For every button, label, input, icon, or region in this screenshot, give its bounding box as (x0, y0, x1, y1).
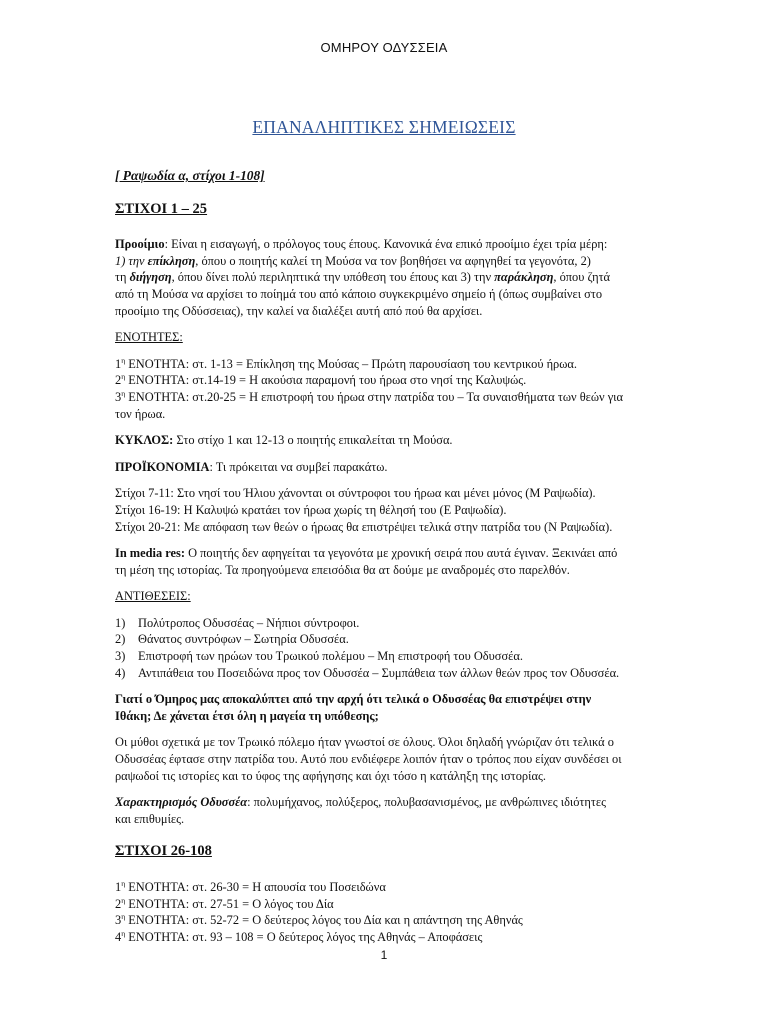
list-item: $2^\eta$ ΕΝΟΤΗΤΑ: στ.14-19 = Η ακούσια παραμονή του ήρωα στο νησί της Καλυψώς. (115, 372, 527, 388)
answer-paragraph: Οι μύθοι σχετικά με τον Τρωικό πόλεμο ήταν γνωστοί σε όλους. Όλοι δηλαδή γνώριζαν ότι τελικά ο Οδυσσέας έφτασε στην πατρίδα του. Αυτό που ενδιέφερε λοιπόν ήταν ο τρόπος που είχαν συνδέσει οι ραψωδοί τις ιστορίες και το ύφος της αφήγησης και όχι τόσο η κατάληξη της ιστορίας. (115, 735, 622, 783)
list-item: 4) Αντιπάθεια του Ποσειδώνα προς τον Οδυσσέα – Συμπάθεια των άλλων θεών προς τον Οδυσσέα. (115, 665, 620, 680)
list-item: $3^\eta$ ΕΝΟΤΗΤΑ: στ. 52-72 = Ο δεύτερος λόγος του Δία και η απάντηση της Αθηνάς (115, 912, 523, 928)
list-item-continuation: τον ήρωα. (115, 406, 166, 421)
list-item: 1) Πολύτροπος Οδυσσέας – Νήπιοι σύντροφοι. (115, 615, 360, 630)
in-media-res-paragraph: In media res: Ο ποιητής δεν αφηγείται τα γεγονότα με χρονική σειρά που αυτά έγιναν. Ξεκινάει από τη μέση της ιστορίας. Τα προηγούμενα επεισόδια θα ατ δούμε με αναδρομές στο παρελθόν. (115, 546, 618, 577)
document-body (115, 168, 655, 945)
section-heading-2: ΣΤΙΧΟΙ 26-108 (115, 843, 212, 860)
document-title: ΕΠΑΝΑΛΗΠΤΙΚΕΣ ΣΗΜΕΙΩΣΕΙΣ (252, 117, 516, 137)
antitheseis-list (115, 615, 655, 681)
list-item: $1^\eta$ ΕΝΟΤΗΤΑ: στ. 26-30 = Η απουσία του Ποσειδώνα (115, 878, 386, 894)
list-item: 2) Θάνατος συντρόφων – Σωτηρία Οδυσσέα. (115, 632, 349, 647)
list-item: $3^\eta$ ΕΝΟΤΗΤΑ: στ.20-25 = Η επιστροφή του ήρωα στην πατρίδα του – Τα συναισθήματα των θεών για (115, 388, 624, 404)
section-heading-1: ΣΤΙΧΟΙ 1 – 25 (115, 200, 208, 217)
stixoi-list (115, 485, 655, 535)
proikonomia-paragraph: ΠΡΟΪΚΟΝΟΜΙΑ: Τι πρόκειται να συμβεί παρακάτω. (115, 459, 388, 474)
page-number: 1 (380, 948, 388, 962)
list-item: Στίχοι 20-21: Με απόφαση των θεών ο ήρωας θα επιστρέψει τελικά στην πατρίδα του (Ν Ραψωδία). (115, 519, 613, 534)
enotites-heading: ΕΝΟΤΗΤΕΣ: (115, 330, 183, 345)
list-item: $4^\eta$ ΕΝΟΤΗΤΑ: στ. 93 – 108 = Ο δεύτερος λόγος της Αθηνάς – Αποφάσεις (115, 928, 483, 944)
list-item: $2^\eta$ ΕΝΟΤΗΤΑ: στ. 27-51 = Ο λόγος του Δία (115, 895, 334, 911)
antitheseis-heading: ΑΝΤΙΘΕΣΕΙΣ: (115, 589, 191, 604)
enotites2-list (115, 879, 655, 945)
list-item: $1^\eta$ ΕΝΟΤΗΤΑ: στ. 1-13 = Επίκληση της Μούσας – Πρώτη παρουσίαση του κεντρικού ήρωα. (115, 355, 577, 371)
page-header: ΟΜΗΡΟΥ ΟΔΥΣΣΕΙΑ (320, 40, 448, 55)
question-paragraph: Γιατί ο Όμηρος μας αποκαλύπτει από την αρχή ότι τελικά ο Οδυσσέας θα επιστρέψει στην Ιθάκη; Δε χάνεται έτσι όλη η μαγεία τη υπόθεσης; (115, 692, 592, 723)
prooimio-paragraph: Προοίμιο: Είναι η εισαγωγή, ο πρόλογος τους έπους. Κανονικά ένα επικό προοίμιο έχει τρία μέρη: 1) την επίκληση, όπου ο ποιητής καλεί τη Μούσα να τον βοηθήσει να αφηγηθεί τα γεγονότα, 2) τη διήγηση, όπου δίνει πολύ περιληπτικά την υπόθεση του έπους και 3) την παράκληση, όπου ζητά από τη Μούσα να αρχίσει το ποίημά του από κάποιο συγκεκριμένο σημείο ή (όπως συμβαίνει στο προοίμιο της Οδύσσειας), την καλεί να διαλέξει αυτή από πού θα αρχίσει. (115, 237, 611, 318)
epiklisi-term: επίκληση (147, 253, 196, 268)
paraklisi-term: παράκληση (494, 270, 554, 285)
list-item: Στίχοι 16-19: Η Καλυψώ κρατάει τον ήρωα χωρίς τη θέλησή του (Ε Ραψωδία). (115, 502, 507, 517)
list-item: Στίχοι 7-11: Στο νησί του Ήλιου χάνονται οι σύντροφοι του ήρωα και μένει μόνος (Μ Ραψωδία). (115, 486, 596, 501)
list-item: 3) Επιστροφή των ηρώων του Τρωικού πολέμου – Μη επιστροφή του Οδυσσέα. (115, 649, 523, 664)
kyklos-paragraph: ΚΥΚΛΟΣ: Στο στίχο 1 και 12-13 ο ποιητής επικαλείται τη Μούσα. (115, 433, 453, 448)
characterization-paragraph: Χαρακτηρισμός Οδυσσέα: πολυμήχανος, πολύξερος, πολυβασανισμένος, με ανθρώπινες ιδιότητες και επιθυμίες. (115, 795, 606, 826)
prooimio-term: Προοίμιο (115, 237, 165, 252)
enotites-list (115, 356, 655, 422)
rhapsody-subtitle: [ Ραψωδία α, στίχοι 1-108] (115, 168, 265, 183)
digisi-term: διήγηση (129, 270, 172, 285)
